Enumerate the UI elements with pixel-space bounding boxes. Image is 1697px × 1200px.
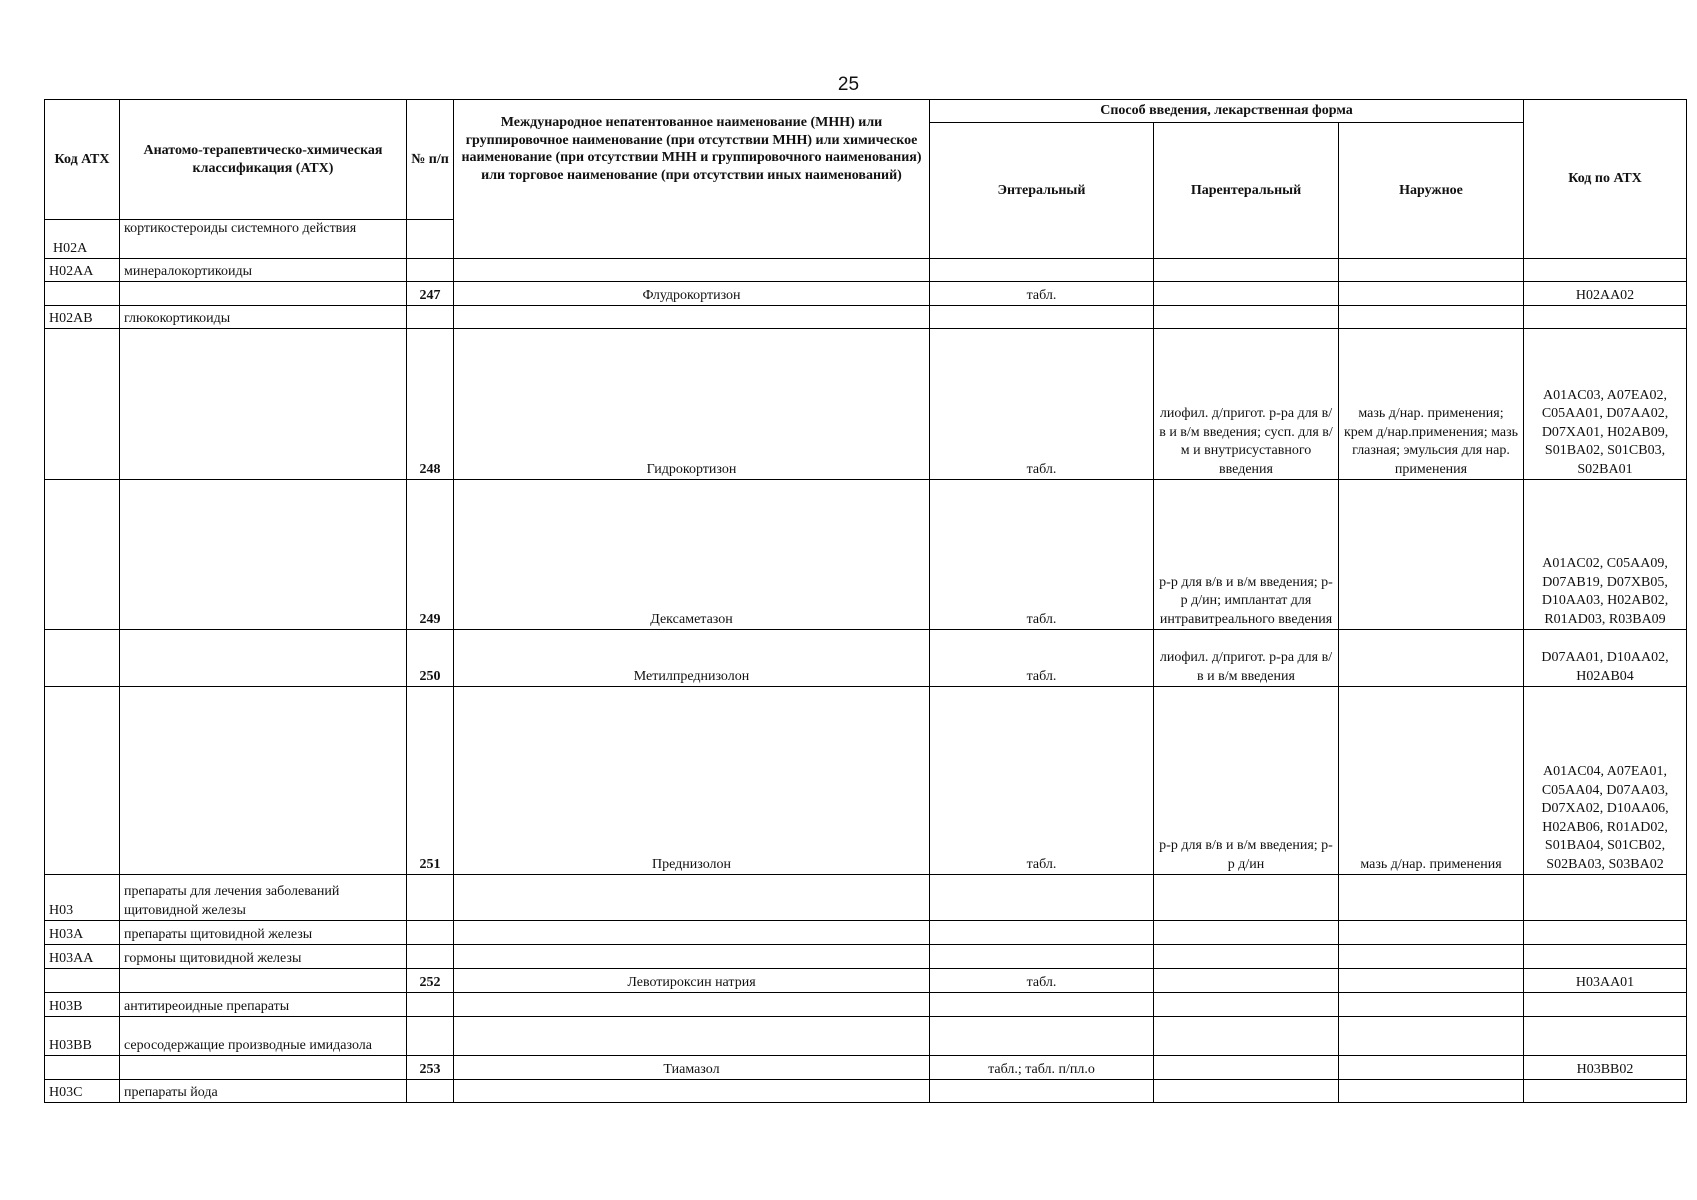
drug-atc: H03AA01 — [1524, 969, 1687, 993]
drug-parenteral — [1154, 969, 1339, 993]
group-code: H03 — [45, 875, 120, 921]
group-row — [45, 875, 1687, 921]
drug-atc: H02AA02 — [1524, 282, 1687, 306]
group-row — [45, 945, 1687, 969]
drug-external — [1339, 969, 1524, 993]
drug-row — [45, 480, 1687, 630]
drug-name: Метилпреднизолон — [454, 630, 930, 687]
drug-number: 253 — [407, 1056, 454, 1080]
header-external: Наружное — [1339, 123, 1524, 259]
group-name: препараты щитовидной железы — [120, 921, 407, 945]
header-number: № п/п — [407, 100, 454, 220]
drug-number: 252 — [407, 969, 454, 993]
drug-name: Гидрокортизон — [454, 329, 930, 480]
drug-atc: A01AC04, A07EA01, C05AA04, D07AA03, D07XA02, D10AA06, H02AB06, R01AD02, S01BA04, S01CB02, S02BA03, S03BA02 — [1524, 687, 1687, 875]
drug-number: 249 — [407, 480, 454, 630]
drug-row — [45, 329, 1687, 480]
drug-enteral: табл. — [930, 282, 1154, 306]
drug-name: Флудрокортизон — [454, 282, 930, 306]
group-code: H02AA — [45, 259, 120, 282]
group-code-h02a: H02A — [45, 220, 120, 259]
group-name: антитиреоидные препараты — [120, 993, 407, 1017]
group-name: глюкокортикоиды — [120, 306, 407, 329]
drug-number: 247 — [407, 282, 454, 306]
drug-enteral: табл. — [930, 687, 1154, 875]
group-code: H03BB — [45, 1017, 120, 1056]
empty-cell — [407, 220, 454, 259]
drug-table — [44, 99, 1687, 1103]
drug-atc: A01AC02, C05AA09, D07AB19, D07XB05, D10AA03, H02AB02, R01AD03, R03BA09 — [1524, 480, 1687, 630]
drug-atc: D07AA01, D10AA02, H02AB04 — [1524, 630, 1687, 687]
group-name: гормоны щитовидной железы — [120, 945, 407, 969]
drug-parenteral: лиофил. д/пригот. р-ра для в/в и в/м введения; сусп. для в/м и внутрисуставного введения — [1154, 329, 1339, 480]
drug-enteral: табл. — [930, 329, 1154, 480]
drug-external: мазь д/нар. применения — [1339, 687, 1524, 875]
group-code: H03B — [45, 993, 120, 1017]
page-number: 25 — [837, 74, 860, 95]
group-name: препараты для лечения заболеваний щитовидной железы — [120, 875, 407, 921]
drug-row — [45, 282, 1687, 306]
group-row — [45, 1080, 1687, 1103]
group-name: препараты йода — [120, 1080, 407, 1103]
group-name: серосодержащие производные имидазола — [120, 1017, 407, 1056]
drug-row — [45, 969, 1687, 993]
drug-number: 248 — [407, 329, 454, 480]
drug-external: мазь д/нар. применения; крем д/нар.применения; мазь глазная; эмульсия для нар. применения — [1339, 329, 1524, 480]
drug-atc: H03BB02 — [1524, 1056, 1687, 1080]
group-code: H03C — [45, 1080, 120, 1103]
group-row — [45, 1017, 1687, 1056]
drug-name: Левотироксин натрия — [454, 969, 930, 993]
drug-row — [45, 687, 1687, 875]
drug-parenteral: р-р для в/в и в/м введения; р-р д/ин — [1154, 687, 1339, 875]
group-name: минералокортикоиды — [120, 259, 407, 282]
group-row — [45, 306, 1687, 329]
group-code: H02AB — [45, 306, 120, 329]
drug-number: 250 — [407, 630, 454, 687]
drug-atc: A01AC03, A07EA02, C05AA01, D07AA02, D07XA01, H02AB09, S01BA02, S01CB03, S02BA01 — [1524, 329, 1687, 480]
drug-parenteral: р-р для в/в и в/м введения; р-р д/ин; имплантат для интравитреального введения — [1154, 480, 1339, 630]
drug-parenteral: лиофил. д/пригот. р-ра для в/в и в/м введения — [1154, 630, 1339, 687]
drug-external — [1339, 630, 1524, 687]
drug-name: Тиамазол — [454, 1056, 930, 1080]
drug-row — [45, 1056, 1687, 1080]
header-enteral: Энтеральный — [930, 123, 1154, 259]
group-code: H03AA — [45, 945, 120, 969]
header-inn: Международное непатентованное наименование (МНН) или группировочное наименование (при отсутствии МНН) или химическое наименование (при отсутствии МНН и группировочного наименования) или торговое наименование (при отсутствии иных наименований) — [454, 100, 930, 259]
drug-external — [1339, 480, 1524, 630]
group-code: H03A — [45, 921, 120, 945]
drug-parenteral — [1154, 1056, 1339, 1080]
drug-row — [45, 630, 1687, 687]
group-name-h02a: кортикостероиды системного действия — [120, 220, 407, 259]
drug-enteral: табл.; табл. п/пл.о — [930, 1056, 1154, 1080]
group-row — [45, 259, 1687, 282]
drug-parenteral — [1154, 282, 1339, 306]
group-row — [45, 993, 1687, 1017]
drug-name: Преднизолон — [454, 687, 930, 875]
header-atc-code: Код по АТХ — [1524, 100, 1687, 259]
header-classification: Анатомо-терапевтическо-химическая классификация (АТХ) — [120, 100, 407, 220]
group-row — [45, 921, 1687, 945]
header-parenteral: Парентеральный — [1154, 123, 1339, 259]
drug-external — [1339, 282, 1524, 306]
header-code-atc: Код АТХ — [45, 100, 120, 220]
drug-number: 251 — [407, 687, 454, 875]
drug-name: Дексаметазон — [454, 480, 930, 630]
header-route-group: Способ введения, лекарственная форма — [930, 100, 1524, 123]
drug-enteral: табл. — [930, 630, 1154, 687]
drug-external — [1339, 1056, 1524, 1080]
header-row-1 — [45, 100, 1687, 123]
drug-enteral: табл. — [930, 480, 1154, 630]
drug-enteral: табл. — [930, 969, 1154, 993]
